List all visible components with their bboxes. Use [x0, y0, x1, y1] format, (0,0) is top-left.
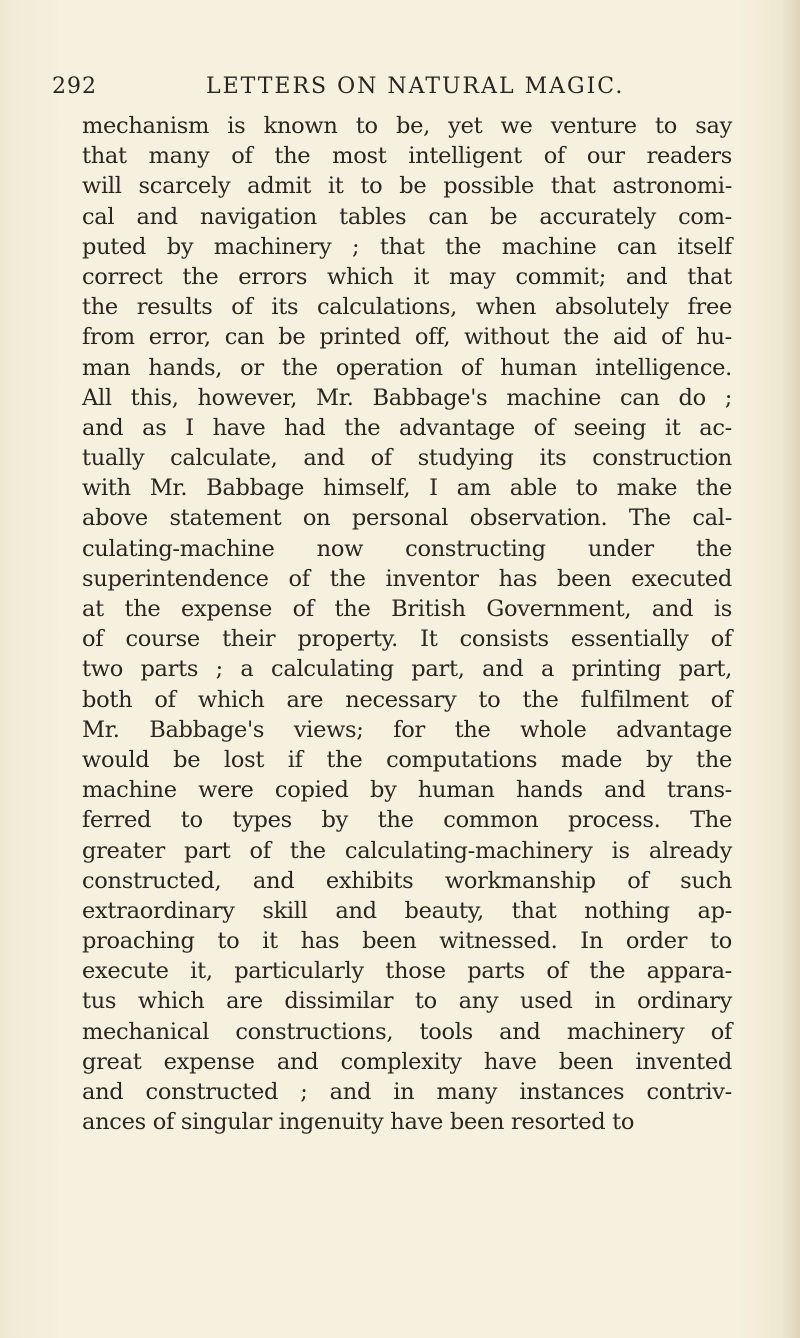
text-line: above statement on personal observation. The cal- [82, 505, 732, 532]
text-line: both of which are necessary to the fulfilment of [82, 686, 732, 713]
text-line: greater part of the calculating-machinery is already [82, 837, 732, 864]
text-line: of course their property. It consists essentially of [82, 626, 732, 653]
text-line: constructed, and exhibits workmanship of such [82, 867, 732, 894]
text-line: and constructed ; and in many instances contriv- [82, 1079, 732, 1105]
text-line: mechanical constructions, tools and machinery of [82, 1018, 732, 1045]
text-line: tus which are dissimilar to any used in ordinary [82, 988, 732, 1015]
text-line: from error, can be printed off, without the aid of hu- [82, 324, 732, 351]
body-text [82, 111, 732, 1137]
text-line: correct the errors which it may commit; and that [82, 263, 732, 290]
text-line: great expense and complexity have been invented [82, 1048, 732, 1075]
text-line: the results of its calculations, when absolutely free [82, 294, 732, 321]
text-line: superintendence of the inventor has been executed [82, 565, 732, 592]
text-line: ances of singular ingenuity have been resorted to [82, 1109, 635, 1136]
page-header [52, 74, 752, 114]
text-line: puted by machinery ; that the machine can itself [82, 233, 732, 260]
text-line: proaching to it has been witnessed. In order to [82, 928, 732, 955]
text-line: cal and navigation tables can be accurately com- [82, 203, 732, 230]
text-line: and as I have had the advantage of seeing it ac- [82, 414, 732, 441]
text-line: mechanism is known to be, yet we venture to say [82, 113, 732, 139]
text-line: would be lost if the computations made by the [82, 746, 732, 773]
text-line: culating-machine now constructing under the [82, 535, 732, 562]
text-line: All this, however, Mr. Babbage's machine can do ; [82, 384, 732, 411]
text-line: machine were copied by human hands and trans- [82, 777, 732, 804]
text-line: two parts ; a calculating part, and a printing part, [82, 656, 732, 683]
text-line: that many of the most intelligent of our readers [82, 143, 732, 170]
page-number: 292 [52, 74, 97, 99]
text-line: extraordinary skill and beauty, that nothing ap- [82, 897, 732, 924]
text-line: with Mr. Babbage himself, I am able to make the [82, 475, 732, 502]
text-line: man hands, or the operation of human intelligence. [82, 354, 732, 381]
text-line: Mr. Babbage's views; for the whole advantage [82, 716, 732, 743]
text-line: tually calculate, and of studying its construction [82, 445, 732, 472]
running-head: LETTERS ON NATURAL MAGIC. [206, 74, 625, 99]
text-line: at the expense of the British Government, and is [82, 596, 732, 622]
text-line: execute it, particularly those parts of the appara- [82, 958, 732, 985]
page-edge-shadow [782, 0, 800, 1338]
text-line: ferred to types by the common process. The [82, 807, 732, 834]
text-line: will scarcely admit it to be possible that astronomi- [82, 173, 732, 200]
